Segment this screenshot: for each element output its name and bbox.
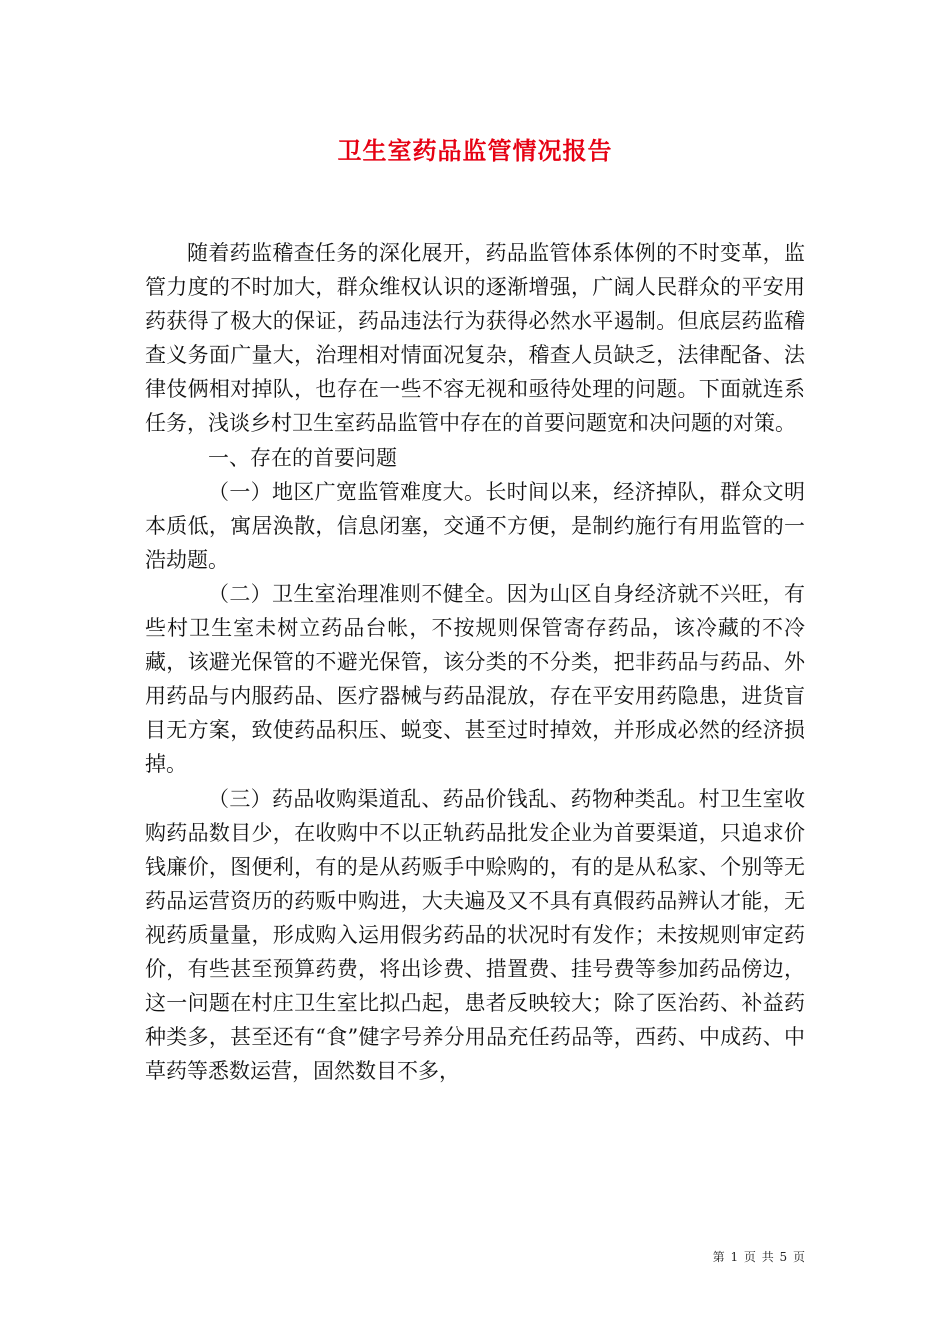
- document-title: 卫生室药品监管情况报告: [337, 136, 613, 165]
- paragraph-intro: 随着药监稽查任务的深化展开，药品监管体系体例的不时变革，监管力度的不时加大，群众维权认识的逐渐增强，广阔人民群众的平安用药获得了极大的保证，药品违法行为获得必然水平遏制。但底层药监稽查义务面广量大，治理相对情面况复杂，稽查人员缺乏，法律配备、法律伎俩相对掉队，也存在一些不容无视和亟待处理的问题。下面就连系任务，浅谈乡村卫生室药品监管中存在的首要问题宽和决问题的对策。: [145, 241, 805, 436]
- paragraph-item-2: （二）卫生室治理准则不健全。因为山区自身经济就不兴旺，有些村卫生室未树立药品台帐，不按规则保管寄存药品，该冷藏的不冷藏，该避光保管的不避光保管，该分类的不分类，把非药品与药品、外用药品与内服药品、医疗器械与药品混放，存在平安用药隐患，进货盲目无方案，致使药品积压、蜕变、甚至过时掉效，并形成必然的经济损掉。: [145, 581, 805, 777]
- paragraph-item-3: （三）药品收购渠道乱、药品价钱乱、药物种类乱。村卫生室收购药品数目少，在收购中不以正轨药品批发企业为首要渠道，只追求价钱廉价，图便利，有的是从药贩手中赊购的，有的是从私家、个别等无药品运营资历的药贩中购进，大夫遍及又不具有真假药品辨认才能，无视药质量量，形成购入运用假劣药品的状况时有发作；未按规则审定药价，有些甚至预算药费，将出诊费、措置费、挂号费等参加药品傍边，这一问题在村庄卫生室比拟凸起，患者反映较大；除了医治药、补益药种类多，甚至还有“食”健字号养分用品充任药品等，西药、中成药、中草药等悉数运营，固然数目不多，: [145, 786, 805, 1084]
- paragraph-item-1: （一）地区广宽监管难度大。长时间以来，经济掉队，群众文明本质低，寓居涣散，信息闭塞，交通不方便，是制约施行有用监管的一浩劫题。: [145, 479, 805, 572]
- section-heading-1: 一、存在的首要问题: [208, 445, 397, 470]
- page-number: 第 1 页 共 5 页: [712, 1250, 806, 1264]
- document-body: [145, 236, 805, 1088]
